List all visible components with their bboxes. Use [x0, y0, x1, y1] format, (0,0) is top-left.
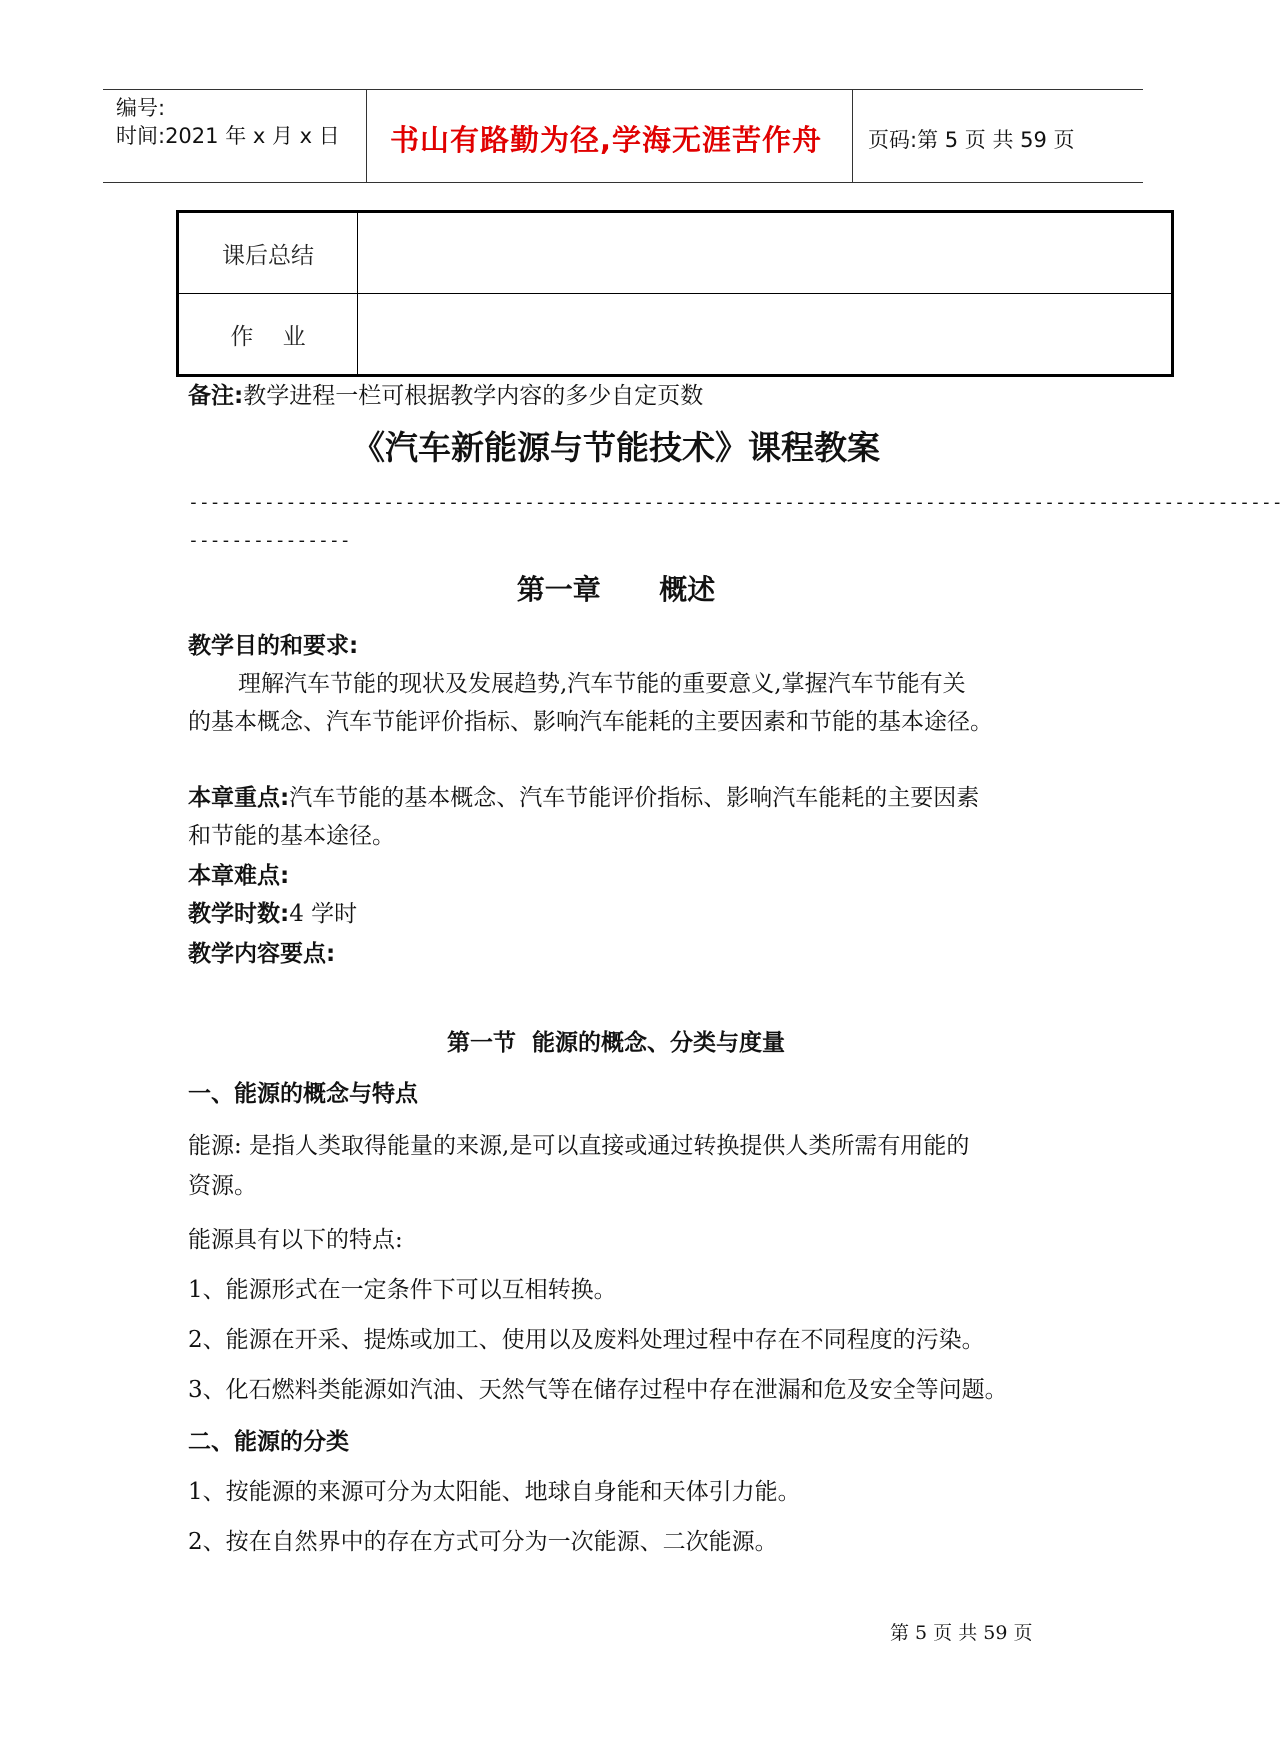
- feature-item-3: 3、化石燃料类能源如汽油、天然气等在储存过程中存在泄漏和危及安全等问题。: [188, 1377, 1008, 1403]
- hours-label: 教学时数:: [188, 901, 290, 927]
- header-page-info: 页码:第 5 页 共 59 页: [868, 128, 1075, 152]
- note-label: 备注:: [188, 383, 244, 409]
- note-line: [188, 376, 703, 416]
- homework-value: [358, 294, 1173, 376]
- after-class-summary-label: 课后总结: [178, 212, 358, 294]
- header-motto: 书山有路勤为径,学海无涯苦作舟: [390, 123, 823, 157]
- key-points-text: 汽车节能的基本概念、汽车节能评价指标、影响汽车能耗的主要因素: [289, 785, 980, 811]
- key-points-label: 本章重点:: [188, 785, 290, 811]
- hours-value: 4 学时: [289, 901, 358, 927]
- summary-table: [176, 210, 1174, 377]
- header-bottom-rule: [103, 182, 1143, 183]
- section-title-text: 第一节 能源的概念、分类与度量: [446, 1030, 785, 1056]
- objectives-line-2: 的基本概念、汽车节能评价指标、影响汽车能耗的主要因素和节能的基本途径。: [188, 709, 993, 735]
- chapter-title-text: 第一章 概述: [516, 573, 716, 606]
- objectives-line-1: 理解汽车节能的现状及发展趋势,汽车节能的重要意义,掌握汽车节能有关: [238, 671, 966, 697]
- separator-line-2: ---------------: [188, 530, 351, 551]
- difficulties-label: 本章难点:: [188, 863, 290, 889]
- key-points-line-2: 和节能的基本途径。: [188, 823, 395, 849]
- features-intro: 能源具有以下的特点:: [188, 1227, 403, 1253]
- classification-item-1: 1、按能源的来源可分为太阳能、地球自身能和天体引力能。: [188, 1479, 801, 1505]
- feature-item-1: 1、能源形式在一定条件下可以互相转换。: [188, 1277, 617, 1303]
- course-title: 《汽车新能源与节能技术》课程教案: [352, 428, 880, 467]
- header-divider-left: [366, 90, 367, 182]
- classification-item-2: 2、按在自然界中的存在方式可分为一次能源、二次能源。: [188, 1529, 778, 1555]
- page-footer: 第 5 页 共 59 页: [890, 1622, 1033, 1644]
- content-points-label: 教学内容要点:: [188, 941, 336, 967]
- key-points-line-1: [188, 778, 979, 818]
- table-row: [178, 212, 1173, 294]
- table-row: [178, 294, 1173, 376]
- homework-label-text: 作 业: [230, 323, 306, 350]
- section-title: [176, 1024, 1056, 1057]
- homework-label: [178, 294, 358, 376]
- time-label: 时间:2021 年 x 月 x 日: [116, 124, 340, 148]
- chapter-title: [176, 568, 1056, 608]
- energy-definition-line-1: 能源: 是指人类取得能量的来源,是可以直接或通过转换提供人类所需有用能的: [188, 1133, 970, 1159]
- subsection-2-title: 二、能源的分类: [188, 1429, 349, 1455]
- after-class-summary-value: [358, 212, 1173, 294]
- feature-item-2: 2、能源在开采、提炼或加工、使用以及废料处理过程中存在不同程度的污染。: [188, 1327, 985, 1353]
- header-top-rule: [103, 89, 1143, 90]
- separator-line-1: -----------------------------------------------------------------------------------------------------: [188, 492, 1283, 513]
- serial-number-label: 编号:: [116, 96, 166, 120]
- header-divider-right: [852, 90, 853, 182]
- objectives-label: 教学目的和要求:: [188, 633, 359, 659]
- energy-definition-line-2: 资源。: [188, 1173, 257, 1199]
- note-text: 教学进程一栏可根据教学内容的多少自定页数: [243, 383, 704, 409]
- subsection-1-title: 一、能源的概念与特点: [188, 1081, 418, 1107]
- hours-line: [188, 894, 357, 934]
